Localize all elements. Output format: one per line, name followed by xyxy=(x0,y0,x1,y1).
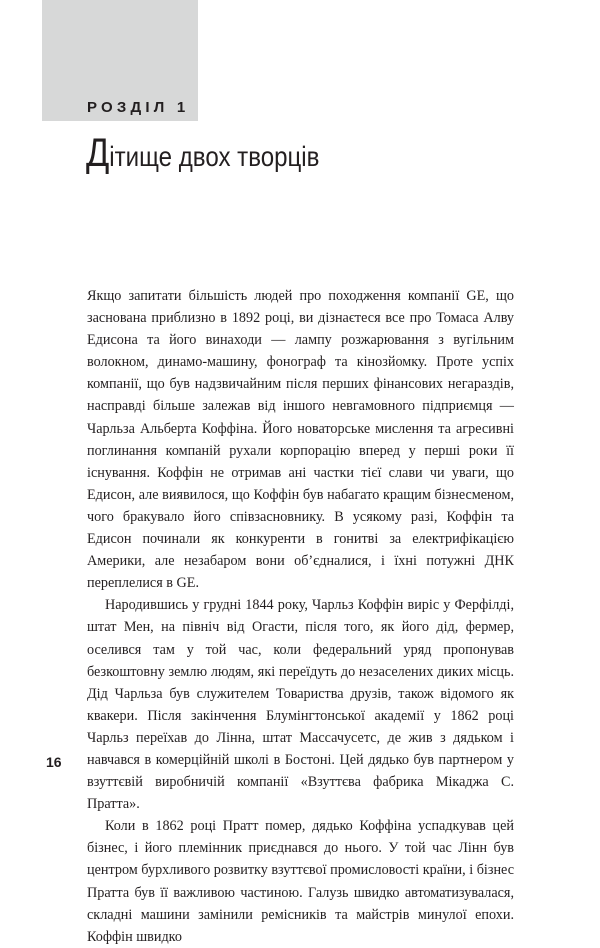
paragraph-3: Коли в 1862 році Пратт помер, дядько Коффіна успадкував цей бізнес, і його племінник приєднався до нього. У той час Лінн був центром бурхливого розвитку взуттєвої промисловості країни, і бізнес Пратта був її важливою частиною. Галузь швидко автоматизувалася, складні машини замінили ремісників та майстрів минулої епохи. Коффін швидко xyxy=(87,818,515,945)
paragraph-2: Народившись у грудні 1844 року, Чарльз Коффін виріс у Ферфілді, штат Мен, на північ від Огасти, після того, як його дід, фермер, оселився там у той час, коли федеральний уряд пропонував безкоштовну землю людям, які переїдуть до незаселених диких місць. Дід Чарльза був служителем Товариства друзів, також відомого як квакери. Після закінчення Блумінгтонської академії у 1862 році Чарльз переїхав до Лінна, штат Массачусетс, де жив з дядьком і навчався в комерційній школі в Бостоні. Цей дядько був партнером у взуттєвій виробничій компанії «Взуттєва фабрика Мікаджа С. Пратта». xyxy=(87,597,514,813)
chapter-title xyxy=(86,133,319,177)
body-text xyxy=(87,285,514,948)
chapter-title-rest: ітище двох творців xyxy=(109,141,320,172)
chapter-title-initial: Д xyxy=(86,131,110,175)
chapter-label: РОЗДІЛ 1 xyxy=(87,99,190,116)
paragraph-1: Якщо запитати більшість людей про походження компанії GE, що заснована приблизно в 1892 році, ви дізнаєтеся все про Томаса Алву Едисона та його винаходи — лампу розжарювання з вугільним волокном, динамо-машину, фонограф та кінозйомку. Проте успіх компанії, що був надзвичайним після перших фінансових негараздів, насправді більше залежав від іншого невгамовного підприємця — Чарльза Альберта Коффіна. Його новаторське мислення та агресивні поглинання компаній рухали корпорацію вперед у перші роки її існування. Коффін не отримав ані частки тієї слави чи уваги, що Едисон, але виявилося, що Коффін був набагато кращим бізнесменом, чого бракувало його співзасновнику. В усякому разі, Коффін та Едисон починали як конкуренти в гонитві за електрифікацією Америки, але незабаром вони об’єдналися, і їхні потужні ДНК переплелися в GE. xyxy=(87,288,514,592)
page-number: 16 xyxy=(46,754,62,770)
